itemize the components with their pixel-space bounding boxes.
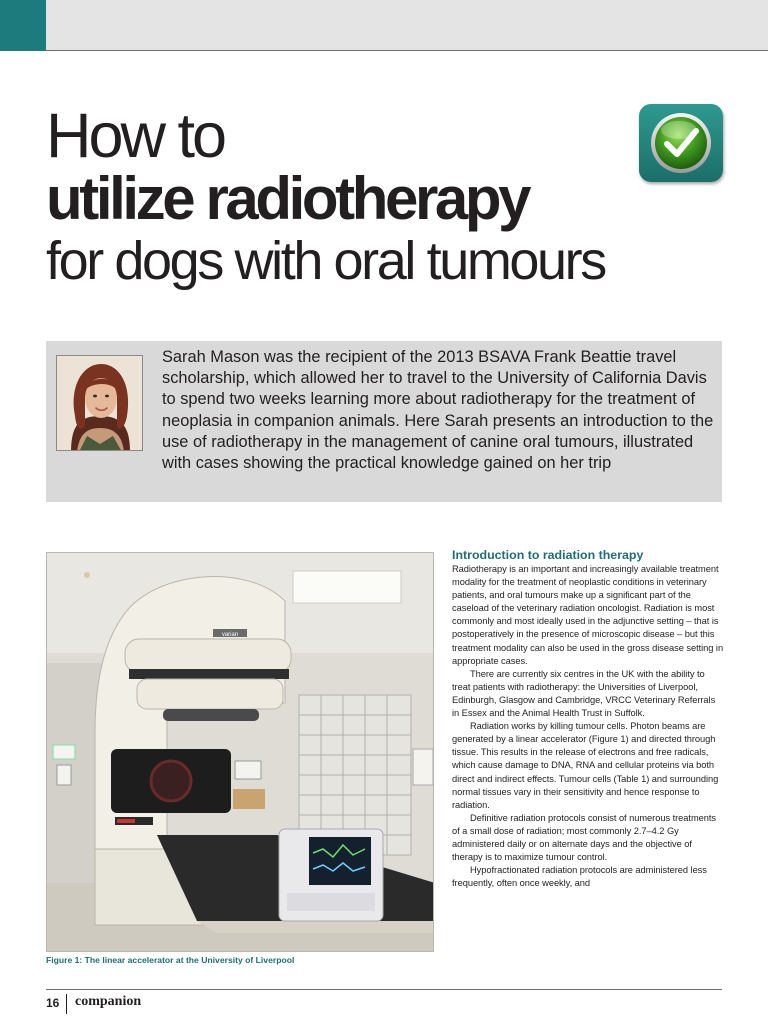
header-accent-block [0,0,46,51]
footer-separator [66,994,67,1014]
paragraph-2: There are currently six centres in the UK with the ability to treat patients with radiotherapy: the Universities of Liverpool, Edinburgh, Glasgow and Cambridge, VRCC Veterinary Referrals in Essex and the Animal Health Trust in Suffolk. [452,668,716,719]
paragraph-3: Radiation works by killing tumour cells. Photon beams are generated by a linear accelerator (Figure 1) and directed through tissue. This results in the release of electrons and free radicals, which cause damage to DNA, RNA and cellular proteins via both direct and indirect effects. Tumour cells (Table 1) and surrounding normal tissues vary in their sensitivity and hence response to radiation. [452,721,719,810]
machine-label: varian [221,632,239,638]
paragraph-4: Definitive radiation protocols consist of numerous treatments of a small dose of radiation; most commonly 2.7–4.2 Gy administered daily or on alternate days and the objective of therapy is to maximize tumour control. [452,812,717,863]
footer-rule [46,989,722,990]
section-heading: Introduction to radiation therapy [452,548,644,562]
figure-linear-accelerator [46,552,434,952]
intro-box [46,341,722,502]
paragraph-1: Radiotherapy is an important and increasingly available treatment modality for the treatment of neoplastic conditions in veterinary patients, and oral tumours make up a significant part of the caseload of the veterinary radiation oncologist. Radiation is most commonly and most ideally used in the adjunctive setting – that is postoperatively in the presence of microscopic disease – but this treatment modality can also be used in the gross disease setting in appropriate cases. [452,564,724,666]
title-line-1: How to [46,101,225,171]
title-line-2: utilize radiotherapy [46,165,529,232]
paragraph-5: Hypofractionated radiation protocols are administered less frequently, often once weekly, and [452,865,707,889]
publication-name: companion [75,994,142,1009]
author-photo [56,355,143,451]
checkmark-icon [639,104,723,182]
page-number: 16 [46,996,60,1010]
intro-text: Sarah Mason was the recipient of the 2013 BSAVA Frank Beattie travel scholarship, which allowed her to travel to the University of California Davis to spend two weeks learning more about radiotherapy for the treatment of neoplasia in companion animals. Here Sarah presents an introduction to the use of radiotherapy in the management of canine oral tumours, illustrated with cases showing the practical knowledge gained on her trip [162,348,714,473]
article-body [452,548,724,890]
header-bar [0,0,768,51]
figure-caption: Figure 1: The linear accelerator at the University of Liverpool [46,955,295,965]
checkmark-badge [639,104,723,182]
title-line-3: for dogs with oral tumours [46,231,605,291]
